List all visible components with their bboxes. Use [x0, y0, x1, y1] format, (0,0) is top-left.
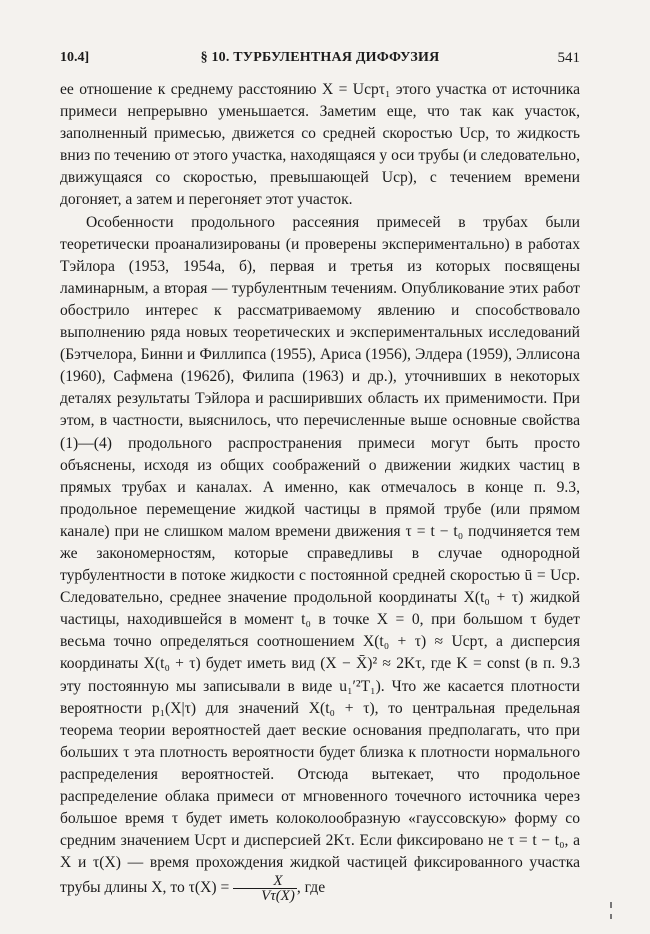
- page-number: 541: [557, 50, 580, 66]
- margin-mark: [610, 914, 612, 919]
- margin-mark: [610, 902, 612, 908]
- paragraph-2-text: Особенности продольного рассеяния примесей в трубах были теоретически проанализированы (и проверены экспериментально) в работах Тэйлора (1953, 1954а, б), первая и третья из которых посвящены ламинарным, а вторая — турбулентным течениям. Опубликование этих работ обострило интерес к рассматриваемому явлению и способствовало выполнению ряда новых теоретических и экспериментальных исследований (Бэтчелора, Бинни и Филлипса (1955), Ариса (1956), Элдера (1959), Эллисона (1960), Сафмена (1962б), Филипа (1963) и др.), уточнивших в некоторых деталях результаты Тэйлора и расширивших область их применимости. При этом, в частности, выяснилось, что перечисленные выше основные свойства (1)—(4) продольного распространения примеси могут быть просто объяснены, исходя из общих соображений о движении жидких частиц в прямых трубах и каналах. А именно, как отмечалось в конце п. 9.3, продольное перемещение жидкой частицы в прямой трубе (или прямом канале) при не слишком малом времени движения τ = t − t₀ подчиняется тем же закономерностям, которые справедливы в случае однородной турбулентности в потоке жидкости с постоянной средней скоростью ū = Uср. Следовательно, среднее значение продольной координаты X(t₀ + τ) жидкой частицы, находившейся в момент t₀ в точке X = 0, при большом τ будет весьма точно определяться соотношением X(t₀ + τ) ≈ Uсрτ, а дисперсия координаты X(t₀ + τ) будет иметь вид (X − X̄)² ≈ 2Kτ, где K = const (в п. 9.3 эту постоянную мы записывали в виде u₁′²T₁). Что же касается плотности вероятности p₁(X|τ) для значений X(t₀ + τ), то центральная предельная теорема теории вероятностей дает веские основания предполагать, что при больших τ эта плотность вероятности будет близка к плотности нормального распределения вероятностей. Отсюда вытекает, что продольное распределение облака примеси от мгновенного точечного источника через большое время τ будет иметь колоколообразную «гауссовскую» форму со средним значением Uсрτ и дисперсией 2Kτ. Если фиксировано не τ = t − t₀, а X и τ(X) — время прохождения жидкой частицей фиксированного участка трубы длины X, то τ(X) =: [60, 213, 580, 897]
- paragraph-1: ее отношение к среднему расстоянию X = Uсрτ₁ этого участка от источника примеси непрерывно уменьшается. Заметим еще, что так как участок, заполненный примесью, движется со средней скоростью Uср, то жидкость вниз по течению от этого участка, находящаяся у оси трубы (и следовательно, движущаяся со скоростью, превышающей Uср), с течением времени догоняет, а затем и перегоняет этот участок.: [60, 81, 580, 209]
- running-header: [60, 50, 580, 74]
- fraction-denominator: Vτ(X): [261, 888, 295, 905]
- fraction-numerator: X: [233, 874, 297, 889]
- fraction-formula: [233, 874, 297, 903]
- trailing-word: , где: [296, 879, 326, 897]
- section-number: 10.4]: [60, 50, 90, 65]
- paragraph-2: [60, 212, 580, 904]
- section-title: § 10. ТУРБУЛЕНТНАЯ ДИФФУЗИЯ: [200, 50, 440, 65]
- body-text: [60, 79, 580, 903]
